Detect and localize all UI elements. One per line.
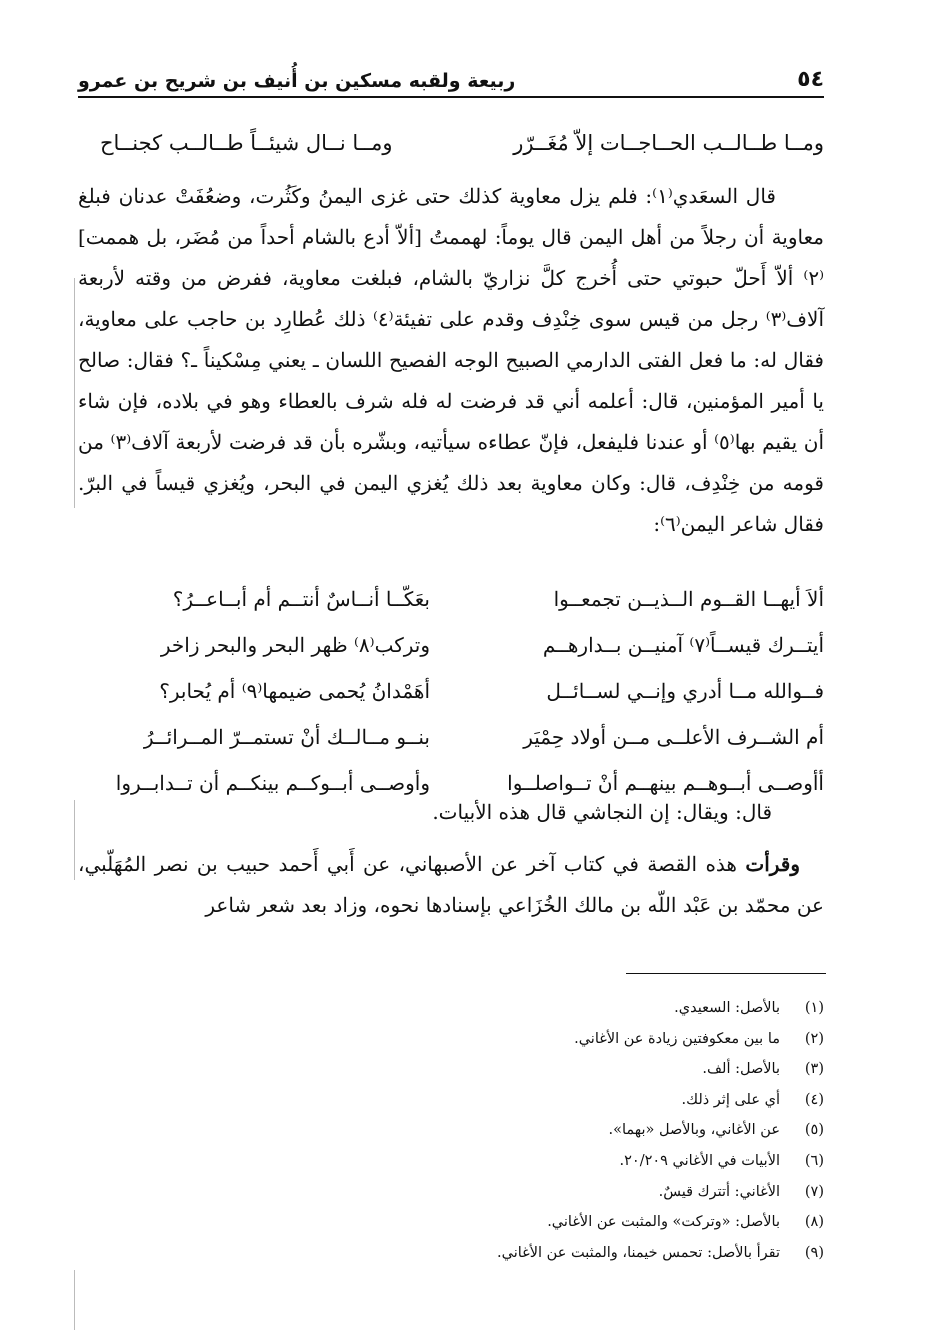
main-paragraph: [78, 176, 824, 545]
footnote-text: الأبيات في الأغاني ٢٠/٢٠٩.: [619, 1152, 780, 1169]
footnote-text: أي على إثر ذلك.: [681, 1091, 780, 1108]
poem-hemistich-second: بعَكّــا أنــاسٌ أنتــم أم أبــاعــرُ؟: [172, 587, 430, 611]
footnote-text: بالأصل: ألف.: [702, 1061, 780, 1078]
footnotes: [404, 993, 824, 1268]
footnote: [404, 1115, 824, 1146]
footnote-text: عن الأغاني، وبالأصل «بهما».: [608, 1122, 780, 1139]
poem-line: [100, 622, 824, 668]
footnote-number: (٣): [804, 1061, 824, 1078]
poem-hemistich-second: بنــو مــالــك أنْ تستمــرّ المــرائــرُ: [143, 725, 430, 749]
footnote: [404, 993, 824, 1024]
footnote-separator: [626, 973, 826, 974]
footnote-number: (٢): [804, 1030, 824, 1047]
poem-line: [100, 668, 824, 714]
footnote-number: (١): [804, 1000, 824, 1016]
footnote-text: بالأصل: «وتركت» والمثبت عن الأغاني.: [547, 1214, 780, 1231]
paragraph-text: [78, 844, 824, 926]
footnote: [404, 1085, 824, 1116]
footnote-text: تقرأ بالأصل: تحمس خيمنا، والمثبت عن الأغاني.: [497, 1244, 780, 1261]
verse-hemistich-first: ومــا طــالــب الحــاجــات إلاّ مُغَــرّر: [513, 131, 824, 155]
running-title: ربيعة ولقبه مسكين بن أُنيف بن شريح بن عمرو: [78, 70, 516, 92]
scan-edge-line: [74, 800, 75, 880]
footnote-number: (٩): [804, 1244, 824, 1261]
footnote: [404, 1054, 824, 1085]
footnote-text: ما بين معكوفتين زيادة عن الأغاني.: [574, 1030, 780, 1047]
poem-line: [100, 576, 824, 622]
footnote: [404, 1238, 824, 1269]
page-header: [78, 58, 824, 98]
poem-hemistich-second: وأوصــى أبــوكــم بينكــم أن تــدابــروا: [115, 771, 430, 795]
verse-hemistich-second: ومــا نــال شيئــاً طــالــب كجنــاح: [100, 131, 393, 155]
footnote-number: (٥): [804, 1122, 824, 1139]
scan-edge-line: [74, 1270, 75, 1330]
poem-line: [100, 714, 824, 760]
poem-hemistich-first: ألاَ أيهــا القــوم الــذيــن تجمعــوا: [553, 587, 824, 611]
footnote: [404, 1146, 824, 1177]
footnote: [404, 1177, 824, 1208]
paragraph-body: هذه القصة في كتاب آخر عن الأصبهاني، عن أَبي أَحمد حبيب بن نصر المُهَلّبي، عن محمّد بن عَبْد اللّه بن مالك الخُزَاعي بإسنادها نحوه، وزاد بعد شعر شاعر: [78, 852, 824, 917]
second-paragraph: [78, 844, 824, 926]
poem-hemistich-second: وتركب⁽٨⁾ ظهر البحر والبحر زاخر: [160, 633, 430, 657]
poem-hemistich-first: أم الشــرف الأعلــى مــن أولاد حِمْيَر: [523, 725, 824, 749]
footnote-text: بالأصل: السعيدي.: [674, 1000, 780, 1016]
footnote: [404, 1207, 824, 1238]
footnote: [404, 1024, 824, 1055]
opening-verse: [100, 128, 824, 158]
footnote-number: (٦): [804, 1152, 824, 1169]
poem: [100, 576, 824, 806]
paragraph-text: قال السعَدي⁽١⁾: فلم يزل معاوية كذلك حتى غزى اليمنُ وكَثُرت، وضعُفَتْ عدنان فبلغ معاوية أن رجلاً من أهل اليمن قال يوماً: لهممتُ [ألاّ أدع بالشام أحداً من مُضَر، بل هممت]⁽٢⁾ ألاّ أَحلّ حبوتي حتى أُخرج كلَّ نزاريّ بالشام، فبلغت معاوية، ففرض من وقته لأربعة آلاف⁽٣⁾ رجل من قيس سوى خِنْدِف وقدم على تفيئة⁽٤⁾ ذلك عُطارِد بن حاجب على معاوية، فقال له: ما فعل الفتى الدارمي الصبيح الوجه الفصيح اللسان ـ يعني مِسْكيناً ـ؟ فقال: صالح يا أمير المؤمنين، قال: أعلمه أني قد فرضت له فله شرف بالعطاء وهو في بلاده، فإن شاء أن يقيم بها⁽٥⁾ أو عندنا فليفعل، فإنّ عطاءه سيأتيه، وبشّره بأن قد فرضت لأربعة آلاف⁽٣⁾ من قومه من خِنْدِف، قال: وكان معاوية بعد ذلك يُغزي اليمن في البحر، ويُغزي قيساً في البرّ. فقال شاعر اليمن⁽٦⁾:: [78, 184, 825, 536]
poem-hemistich-first: أأوصــى أبــوهــم بينهــم أنْ تــواصلــوا: [507, 771, 824, 795]
footnote-number: (٨): [804, 1214, 824, 1231]
scan-edge-line: [74, 278, 75, 508]
footnote-text: الأغاني: أتترك قيسٌ.: [658, 1183, 780, 1200]
poem-hemistich-second: أهَمْدانُ يُحمى ضيمها⁽٩⁾ أم يُحابر؟: [159, 679, 430, 703]
paragraph-lead-word: وقرأت: [745, 852, 800, 876]
footnote-number: (٤): [804, 1091, 824, 1108]
poem-hemistich-first: فــوالله مــا أدري وإنــي لســائــل: [546, 679, 824, 703]
after-poem-note: قال: ويقال: إن النجاشي قال هذه الأبيات.: [432, 800, 772, 824]
poem-hemistich-first: أيتــرك قيســاً⁽٧⁾ آمنيــن بــدارهــم: [542, 633, 824, 657]
footnote-number: (٧): [804, 1183, 824, 1200]
page-number: ٥٤: [797, 67, 824, 92]
